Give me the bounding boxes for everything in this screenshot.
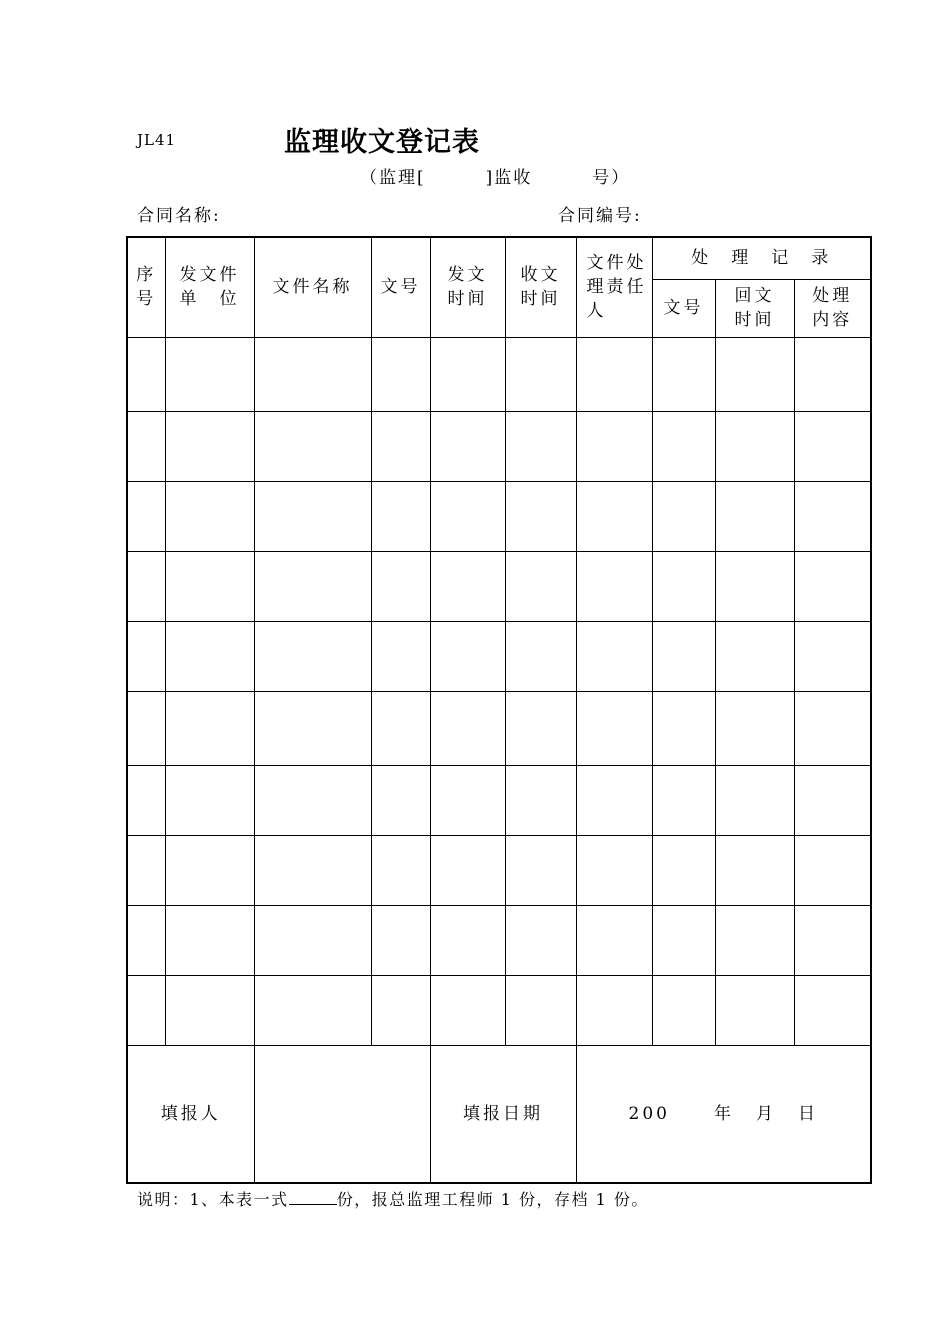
table-cell[interactable] [505, 621, 576, 691]
table-cell[interactable] [127, 691, 165, 765]
table-cell[interactable] [165, 975, 254, 1045]
table-cell[interactable] [652, 975, 715, 1045]
table-cell[interactable] [430, 551, 505, 621]
table-cell[interactable] [576, 411, 652, 481]
table-cell[interactable] [652, 835, 715, 905]
table-cell[interactable] [254, 835, 371, 905]
table-cell[interactable] [576, 481, 652, 551]
number-suffix: 号） [592, 168, 631, 188]
table-cell[interactable] [652, 905, 715, 975]
contract-number-label: 合同编号: [558, 206, 642, 226]
table-cell[interactable] [715, 481, 794, 551]
month-label: 月 [755, 1103, 776, 1124]
table-cell[interactable] [576, 551, 652, 621]
table-cell[interactable] [430, 481, 505, 551]
page-title: 监理收文登记表 [284, 127, 480, 158]
form-code: JL41 [137, 131, 177, 149]
table-cell[interactable] [430, 975, 505, 1045]
table-cell[interactable] [505, 975, 576, 1045]
table-cell[interactable] [254, 481, 371, 551]
table-cell[interactable] [715, 905, 794, 975]
table-cell[interactable] [127, 835, 165, 905]
col-file-name: 文件名称 [254, 237, 371, 337]
table-cell[interactable] [127, 621, 165, 691]
col-seq: 序 号 [127, 237, 165, 337]
table-cell[interactable] [715, 835, 794, 905]
table-cell[interactable] [505, 481, 576, 551]
table-cell[interactable] [371, 835, 430, 905]
table-cell[interactable] [254, 621, 371, 691]
table-cell[interactable] [652, 765, 715, 835]
table-cell[interactable] [371, 411, 430, 481]
year-label: 年 [713, 1103, 734, 1124]
table-cell[interactable] [165, 337, 254, 411]
report-date-label: 填报日期 [430, 1045, 576, 1183]
table-cell[interactable] [254, 765, 371, 835]
table-cell[interactable] [576, 835, 652, 905]
table-cell[interactable] [430, 691, 505, 765]
table-cell[interactable] [127, 337, 165, 411]
table-cell[interactable] [127, 411, 165, 481]
col-reply-time: 回文 时间 [715, 279, 794, 337]
table-cell[interactable] [127, 765, 165, 835]
table-cell[interactable] [165, 691, 254, 765]
table-cell[interactable] [505, 337, 576, 411]
table-cell[interactable] [794, 691, 871, 765]
table-cell[interactable] [715, 691, 794, 765]
table-cell[interactable] [430, 905, 505, 975]
table-cell[interactable] [371, 905, 430, 975]
table-cell[interactable] [794, 905, 871, 975]
table-row [127, 691, 871, 765]
col-send-time: 发文 时间 [430, 237, 505, 337]
table-cell[interactable] [505, 551, 576, 621]
table-cell[interactable] [794, 411, 871, 481]
reporter-field[interactable] [254, 1045, 430, 1183]
table-cell[interactable] [652, 551, 715, 621]
table-cell[interactable] [715, 621, 794, 691]
footnote: 说明：1、本表一式 份，报总监理工程师 1 份，存档 1 份。 [137, 1190, 649, 1209]
table-cell[interactable] [715, 551, 794, 621]
table-cell[interactable] [576, 975, 652, 1045]
document-number-line [360, 163, 630, 188]
table-cell[interactable] [576, 621, 652, 691]
table-cell[interactable] [430, 765, 505, 835]
year-prefix: 200 [628, 1103, 670, 1124]
table-cell[interactable] [794, 975, 871, 1045]
table-cell[interactable] [371, 975, 430, 1045]
table-cell[interactable] [371, 765, 430, 835]
table-row [127, 975, 871, 1045]
table-cell[interactable] [371, 337, 430, 411]
table-cell[interactable] [127, 905, 165, 975]
table-cell[interactable] [576, 337, 652, 411]
table-row [127, 765, 871, 835]
col-responsible-person: 文件处 理责任 人 [576, 237, 652, 337]
table-cell[interactable] [652, 691, 715, 765]
table-row [127, 621, 871, 691]
table-cell[interactable] [165, 411, 254, 481]
table-cell[interactable] [794, 835, 871, 905]
table-cell[interactable] [165, 481, 254, 551]
table-cell[interactable] [371, 481, 430, 551]
table-cell[interactable] [371, 621, 430, 691]
table-row [127, 337, 871, 411]
table-cell[interactable] [127, 481, 165, 551]
table-cell[interactable] [652, 621, 715, 691]
table-cell[interactable] [430, 835, 505, 905]
data-rows [127, 337, 871, 1045]
table-cell[interactable] [430, 337, 505, 411]
table-row [127, 905, 871, 975]
table-cell[interactable] [794, 621, 871, 691]
table-cell[interactable] [254, 551, 371, 621]
col-receive-time: 收文 时间 [505, 237, 576, 337]
table-cell[interactable] [505, 411, 576, 481]
table-cell[interactable] [794, 337, 871, 411]
table-cell[interactable] [652, 481, 715, 551]
table-cell[interactable] [254, 905, 371, 975]
table-cell[interactable] [127, 551, 165, 621]
table-cell[interactable] [652, 411, 715, 481]
table-cell[interactable] [715, 975, 794, 1045]
table-cell[interactable] [715, 337, 794, 411]
copies-blank[interactable] [289, 1190, 337, 1205]
col-processing-content: 处理 内容 [794, 279, 871, 337]
col-record-doc-no: 文号 [652, 279, 715, 337]
table-cell[interactable] [127, 975, 165, 1045]
table-cell[interactable] [371, 551, 430, 621]
table-cell[interactable] [715, 765, 794, 835]
table-cell[interactable] [165, 905, 254, 975]
table-cell[interactable] [576, 691, 652, 765]
table-cell[interactable] [505, 835, 576, 905]
table-cell[interactable] [254, 691, 371, 765]
report-date-field[interactable] [576, 1045, 871, 1183]
table-row [127, 411, 871, 481]
footer-row [127, 1045, 871, 1183]
number-prefix: （监理[ [360, 168, 426, 188]
table-cell[interactable] [254, 975, 371, 1045]
col-processing-record: 处 理 记 录 [652, 237, 871, 279]
table-cell[interactable] [505, 905, 576, 975]
col-doc-no: 文号 [371, 237, 430, 337]
header-row-1 [127, 237, 871, 279]
table-cell[interactable] [165, 835, 254, 905]
table-cell[interactable] [794, 481, 871, 551]
table-cell[interactable] [505, 691, 576, 765]
table-cell[interactable] [576, 765, 652, 835]
table-row [127, 551, 871, 621]
table-cell[interactable] [371, 691, 430, 765]
table-cell[interactable] [505, 765, 576, 835]
contract-name-label: 合同名称: [137, 206, 221, 226]
day-label: 日 [797, 1103, 818, 1124]
table-cell[interactable] [652, 337, 715, 411]
table-cell[interactable] [165, 765, 254, 835]
table-cell[interactable] [165, 621, 254, 691]
table-cell[interactable] [794, 765, 871, 835]
table-cell[interactable] [254, 337, 371, 411]
table-cell[interactable] [576, 905, 652, 975]
table-cell[interactable] [430, 411, 505, 481]
table-cell[interactable] [715, 411, 794, 481]
reporter-label: 填报人 [127, 1045, 254, 1183]
table-cell[interactable] [794, 551, 871, 621]
table-cell[interactable] [254, 411, 371, 481]
table-cell[interactable] [430, 621, 505, 691]
col-sender-unit: 发文件 单 位 [165, 237, 254, 337]
table-row [127, 481, 871, 551]
table-cell[interactable] [165, 551, 254, 621]
number-middle: ]监收 [485, 168, 533, 188]
table-row [127, 835, 871, 905]
register-table [126, 236, 872, 1184]
